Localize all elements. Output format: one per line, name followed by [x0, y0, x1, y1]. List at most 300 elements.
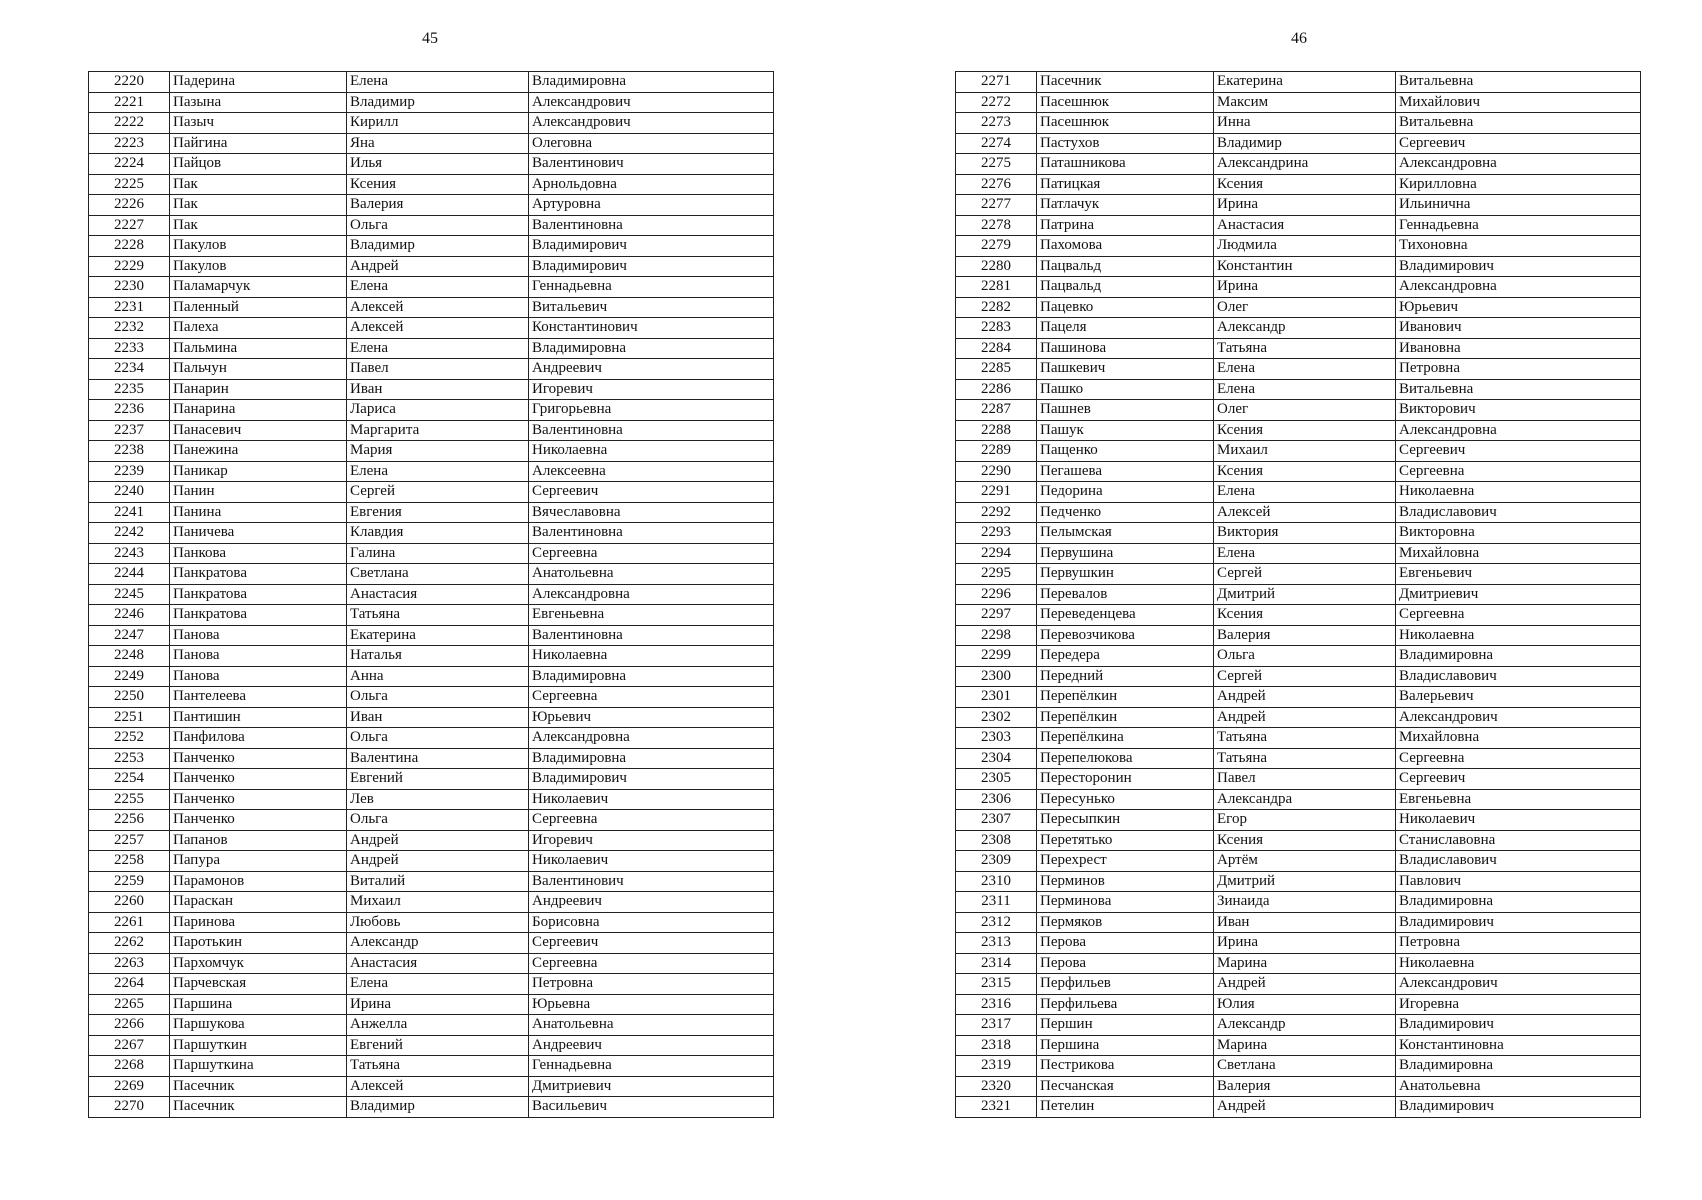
- table-row: [89, 1076, 774, 1097]
- first-name-cell: Анастасия: [347, 584, 529, 605]
- row-number: 2282: [956, 297, 1037, 318]
- surname-cell: Пазына: [170, 92, 347, 113]
- patronymic-cell: Николаевич: [1396, 810, 1641, 831]
- patronymic-cell: Павлович: [1396, 871, 1641, 892]
- surname-cell: Патлачук: [1037, 195, 1214, 216]
- surname-cell: Перетятько: [1037, 830, 1214, 851]
- row-number: 2263: [89, 953, 170, 974]
- first-name-cell: Дмитрий: [1214, 871, 1396, 892]
- table-row: [89, 584, 774, 605]
- patronymic-cell: Арнольдовна: [529, 174, 774, 195]
- first-name-cell: Ксения: [1214, 174, 1396, 195]
- table-row: [89, 666, 774, 687]
- row-number: 2316: [956, 994, 1037, 1015]
- table-row: [956, 338, 1641, 359]
- table-row: [956, 1035, 1641, 1056]
- patronymic-cell: Николаевич: [529, 851, 774, 872]
- row-number: 2259: [89, 871, 170, 892]
- surname-cell: Пальмина: [170, 338, 347, 359]
- patronymic-cell: Григорьевна: [529, 400, 774, 421]
- row-number: 2280: [956, 256, 1037, 277]
- page-number: 45: [422, 30, 438, 47]
- surname-cell: Первушина: [1037, 543, 1214, 564]
- surname-cell: Панова: [170, 666, 347, 687]
- table-row: [956, 810, 1641, 831]
- surname-cell: Пак: [170, 174, 347, 195]
- table-row: [956, 318, 1641, 339]
- row-number: 2247: [89, 625, 170, 646]
- surname-cell: Педченко: [1037, 502, 1214, 523]
- row-number: 2268: [89, 1056, 170, 1077]
- surname-cell: Перепёлкина: [1037, 728, 1214, 749]
- table-row: [89, 810, 774, 831]
- table-row: [89, 892, 774, 913]
- row-number: 2258: [89, 851, 170, 872]
- table-row: [956, 154, 1641, 175]
- table-row: [956, 892, 1641, 913]
- table-row: [956, 543, 1641, 564]
- surname-cell: Паламарчук: [170, 277, 347, 298]
- surname-cell: Панин: [170, 482, 347, 503]
- row-number: 2237: [89, 420, 170, 441]
- table-row: [956, 92, 1641, 113]
- patronymic-cell: Николаевна: [1396, 625, 1641, 646]
- first-name-cell: Ольга: [1214, 646, 1396, 667]
- surname-cell: Пермяков: [1037, 912, 1214, 933]
- patronymic-cell: Николаевна: [529, 646, 774, 667]
- first-name-cell: Сергей: [347, 482, 529, 503]
- surname-cell: Пахомова: [1037, 236, 1214, 257]
- row-number: 2298: [956, 625, 1037, 646]
- first-name-cell: Ксения: [1214, 830, 1396, 851]
- table-row: [89, 769, 774, 790]
- row-number: 2296: [956, 584, 1037, 605]
- first-name-cell: Юлия: [1214, 994, 1396, 1015]
- table-row: [89, 256, 774, 277]
- first-name-cell: Людмила: [1214, 236, 1396, 257]
- patronymic-cell: Владимирович: [529, 236, 774, 257]
- patronymic-cell: Артуровна: [529, 195, 774, 216]
- row-number: 2265: [89, 994, 170, 1015]
- row-number: 2234: [89, 359, 170, 380]
- patronymic-cell: Вячеславовна: [529, 502, 774, 523]
- row-number: 2227: [89, 215, 170, 236]
- row-number: 2230: [89, 277, 170, 298]
- row-number: 2308: [956, 830, 1037, 851]
- surname-cell: Панарина: [170, 400, 347, 421]
- patronymic-cell: Владимировна: [1396, 892, 1641, 913]
- patronymic-cell: Владимирович: [1396, 1097, 1641, 1118]
- table-row: [956, 482, 1641, 503]
- table-row: [956, 666, 1641, 687]
- name-table: [88, 71, 774, 1118]
- surname-cell: Пальчун: [170, 359, 347, 380]
- table-row: [89, 687, 774, 708]
- table-row: [956, 400, 1641, 421]
- first-name-cell: Лариса: [347, 400, 529, 421]
- patronymic-cell: Анатольевна: [1396, 1076, 1641, 1097]
- first-name-cell: Иван: [347, 379, 529, 400]
- patronymic-cell: Андреевич: [529, 892, 774, 913]
- first-name-cell: Мария: [347, 441, 529, 462]
- surname-cell: Перова: [1037, 933, 1214, 954]
- surname-cell: Пантишин: [170, 707, 347, 728]
- first-name-cell: Андрей: [1214, 707, 1396, 728]
- patronymic-cell: Сергеевич: [1396, 769, 1641, 790]
- table-row: [956, 420, 1641, 441]
- surname-cell: Пасечник: [170, 1076, 347, 1097]
- table-row: [956, 1076, 1641, 1097]
- patronymic-cell: Иванович: [1396, 318, 1641, 339]
- surname-cell: Пестрикова: [1037, 1056, 1214, 1077]
- patronymic-cell: Сергеевна: [529, 953, 774, 974]
- patronymic-cell: Владимировна: [529, 72, 774, 93]
- patronymic-cell: Владимирович: [529, 769, 774, 790]
- table-row: [956, 646, 1641, 667]
- table-row: [956, 625, 1641, 646]
- surname-cell: Пасешнюк: [1037, 113, 1214, 134]
- surname-cell: Панова: [170, 646, 347, 667]
- patronymic-cell: Юрьевич: [1396, 297, 1641, 318]
- row-number: 2313: [956, 933, 1037, 954]
- row-number: 2281: [956, 277, 1037, 298]
- patronymic-cell: Игоревич: [529, 379, 774, 400]
- patronymic-cell: Андреевич: [529, 359, 774, 380]
- table-row: [89, 748, 774, 769]
- table-row: [89, 789, 774, 810]
- surname-cell: Пащенко: [1037, 441, 1214, 462]
- table-row: [956, 297, 1641, 318]
- first-name-cell: Михаил: [1214, 441, 1396, 462]
- first-name-cell: Алексей: [1214, 502, 1396, 523]
- first-name-cell: Сергей: [1214, 666, 1396, 687]
- table-row: [89, 215, 774, 236]
- patronymic-cell: Константиновна: [1396, 1035, 1641, 1056]
- surname-cell: Педорина: [1037, 482, 1214, 503]
- table-row: [956, 728, 1641, 749]
- row-number: 2248: [89, 646, 170, 667]
- surname-cell: Пересунько: [1037, 789, 1214, 810]
- first-name-cell: Зинаида: [1214, 892, 1396, 913]
- patronymic-cell: Сергеевич: [1396, 441, 1641, 462]
- row-number: 2294: [956, 543, 1037, 564]
- first-name-cell: Елена: [347, 72, 529, 93]
- first-name-cell: Ирина: [1214, 933, 1396, 954]
- first-name-cell: Александра: [1214, 789, 1396, 810]
- patronymic-cell: Александровна: [1396, 420, 1641, 441]
- surname-cell: Пайцов: [170, 154, 347, 175]
- patronymic-cell: Владимирович: [1396, 912, 1641, 933]
- patronymic-cell: Владимировна: [529, 748, 774, 769]
- surname-cell: Пазыч: [170, 113, 347, 134]
- surname-cell: Пак: [170, 215, 347, 236]
- first-name-cell: Артём: [1214, 851, 1396, 872]
- patronymic-cell: Сергеевич: [529, 933, 774, 954]
- patronymic-cell: Валентинович: [529, 154, 774, 175]
- row-number: 2311: [956, 892, 1037, 913]
- row-number: 2320: [956, 1076, 1037, 1097]
- first-name-cell: Елена: [1214, 359, 1396, 380]
- row-number: 2252: [89, 728, 170, 749]
- first-name-cell: Максим: [1214, 92, 1396, 113]
- surname-cell: Пацеля: [1037, 318, 1214, 339]
- surname-cell: Перфильев: [1037, 974, 1214, 995]
- table-row: [89, 359, 774, 380]
- surname-cell: Панкратова: [170, 605, 347, 626]
- table-row: [956, 789, 1641, 810]
- surname-cell: Патицкая: [1037, 174, 1214, 195]
- first-name-cell: Алексей: [347, 297, 529, 318]
- row-number: 2225: [89, 174, 170, 195]
- patronymic-cell: Сергеевна: [1396, 461, 1641, 482]
- table-row: [89, 605, 774, 626]
- patronymic-cell: Владимировна: [1396, 1056, 1641, 1077]
- first-name-cell: Наталья: [347, 646, 529, 667]
- row-number: 2220: [89, 72, 170, 93]
- row-number: 2274: [956, 133, 1037, 154]
- row-number: 2273: [956, 113, 1037, 134]
- row-number: 2305: [956, 769, 1037, 790]
- first-name-cell: Анастасия: [1214, 215, 1396, 236]
- surname-cell: Падерина: [170, 72, 347, 93]
- table-row: [956, 1015, 1641, 1036]
- table-row: [956, 851, 1641, 872]
- surname-cell: Панченко: [170, 748, 347, 769]
- row-number: 2317: [956, 1015, 1037, 1036]
- surname-cell: Пархомчук: [170, 953, 347, 974]
- table-row: [89, 830, 774, 851]
- table-row: [89, 707, 774, 728]
- first-name-cell: Клавдия: [347, 523, 529, 544]
- table-row: [956, 277, 1641, 298]
- table-row: [89, 236, 774, 257]
- row-number: 2233: [89, 338, 170, 359]
- surname-cell: Панина: [170, 502, 347, 523]
- row-number: 2289: [956, 441, 1037, 462]
- row-number: 2309: [956, 851, 1037, 872]
- row-number: 2261: [89, 912, 170, 933]
- row-number: 2236: [89, 400, 170, 421]
- table-row: [89, 933, 774, 954]
- row-number: 2310: [956, 871, 1037, 892]
- surname-cell: Перепёлкин: [1037, 687, 1214, 708]
- table-row: [956, 605, 1641, 626]
- first-name-cell: Инна: [1214, 113, 1396, 134]
- first-name-cell: Владимир: [347, 1097, 529, 1118]
- table-row: [89, 1015, 774, 1036]
- first-name-cell: Ирина: [1214, 195, 1396, 216]
- row-number: 2262: [89, 933, 170, 954]
- row-number: 2249: [89, 666, 170, 687]
- row-number: 2302: [956, 707, 1037, 728]
- table-row: [956, 584, 1641, 605]
- patronymic-cell: Витальевна: [1396, 113, 1641, 134]
- row-number: 2304: [956, 748, 1037, 769]
- table-row: [89, 72, 774, 93]
- patronymic-cell: Петровна: [1396, 359, 1641, 380]
- patronymic-cell: Петровна: [529, 974, 774, 995]
- table-row: [956, 236, 1641, 257]
- row-number: 2239: [89, 461, 170, 482]
- first-name-cell: Елена: [347, 974, 529, 995]
- surname-cell: Пашнев: [1037, 400, 1214, 421]
- row-number: 2315: [956, 974, 1037, 995]
- table-row: [89, 277, 774, 298]
- first-name-cell: Виктория: [1214, 523, 1396, 544]
- first-name-cell: Михаил: [347, 892, 529, 913]
- row-number: 2275: [956, 154, 1037, 175]
- row-number: 2297: [956, 605, 1037, 626]
- first-name-cell: Константин: [1214, 256, 1396, 277]
- surname-cell: Перова: [1037, 953, 1214, 974]
- patronymic-cell: Владимировна: [529, 338, 774, 359]
- table-row: [956, 195, 1641, 216]
- row-number: 2300: [956, 666, 1037, 687]
- first-name-cell: Ольга: [347, 215, 529, 236]
- table-row: [956, 461, 1641, 482]
- table-row: [89, 974, 774, 995]
- table-row: [89, 625, 774, 646]
- patronymic-cell: Петровна: [1396, 933, 1641, 954]
- first-name-cell: Евгений: [347, 1035, 529, 1056]
- row-number: 2235: [89, 379, 170, 400]
- table-row: [89, 461, 774, 482]
- patronymic-cell: Владимировна: [1396, 646, 1641, 667]
- table-row: [89, 379, 774, 400]
- patronymic-cell: Ивановна: [1396, 338, 1641, 359]
- table-row: [956, 1056, 1641, 1077]
- first-name-cell: Алексей: [347, 318, 529, 339]
- patronymic-cell: Михайлович: [1396, 92, 1641, 113]
- surname-cell: Пасечник: [1037, 72, 1214, 93]
- row-number: 2238: [89, 441, 170, 462]
- surname-cell: Пашинова: [1037, 338, 1214, 359]
- patronymic-cell: Геннадьевна: [529, 1056, 774, 1077]
- table-row: [89, 133, 774, 154]
- row-number: 2312: [956, 912, 1037, 933]
- table-row: [956, 256, 1641, 277]
- table-row: [89, 154, 774, 175]
- patronymic-cell: Игоревич: [529, 830, 774, 851]
- patronymic-cell: Витальевна: [1396, 72, 1641, 93]
- row-number: 2271: [956, 72, 1037, 93]
- surname-cell: Пантелеева: [170, 687, 347, 708]
- surname-cell: Пашкевич: [1037, 359, 1214, 380]
- table-row: [956, 215, 1641, 236]
- patronymic-cell: Владиславович: [1396, 851, 1641, 872]
- row-number: 2299: [956, 646, 1037, 667]
- patronymic-cell: Сергеевич: [529, 482, 774, 503]
- row-number: 2287: [956, 400, 1037, 421]
- table-row: [89, 174, 774, 195]
- surname-cell: Пасечник: [170, 1097, 347, 1118]
- surname-cell: Пак: [170, 195, 347, 216]
- row-number: 2226: [89, 195, 170, 216]
- surname-cell: Палеха: [170, 318, 347, 339]
- first-name-cell: Ксения: [1214, 420, 1396, 441]
- first-name-cell: Анна: [347, 666, 529, 687]
- patronymic-cell: Сергеевна: [529, 687, 774, 708]
- table-row: [956, 441, 1641, 462]
- patronymic-cell: Сергеевич: [1396, 133, 1641, 154]
- surname-cell: Перепелюкова: [1037, 748, 1214, 769]
- first-name-cell: Евгений: [347, 769, 529, 790]
- first-name-cell: Светлана: [1214, 1056, 1396, 1077]
- patronymic-cell: Евгеньевич: [1396, 564, 1641, 585]
- surname-cell: Паротькин: [170, 933, 347, 954]
- surname-cell: Пайгина: [170, 133, 347, 154]
- row-number: 2285: [956, 359, 1037, 380]
- row-number: 2290: [956, 461, 1037, 482]
- row-number: 2293: [956, 523, 1037, 544]
- first-name-cell: Светлана: [347, 564, 529, 585]
- patronymic-cell: Сергеевна: [1396, 748, 1641, 769]
- row-number: 2306: [956, 789, 1037, 810]
- row-number: 2255: [89, 789, 170, 810]
- table-row: [956, 953, 1641, 974]
- first-name-cell: Татьяна: [1214, 338, 1396, 359]
- surname-cell: Парчевская: [170, 974, 347, 995]
- surname-cell: Пересыпкин: [1037, 810, 1214, 831]
- first-name-cell: Дмитрий: [1214, 584, 1396, 605]
- patronymic-cell: Витальевна: [1396, 379, 1641, 400]
- row-number: 2276: [956, 174, 1037, 195]
- table-row: [956, 830, 1641, 851]
- row-number: 2267: [89, 1035, 170, 1056]
- surname-cell: Першин: [1037, 1015, 1214, 1036]
- first-name-cell: Иван: [1214, 912, 1396, 933]
- first-name-cell: Валерия: [1214, 1076, 1396, 1097]
- table-row: [89, 297, 774, 318]
- first-name-cell: Илья: [347, 154, 529, 175]
- row-number: 2266: [89, 1015, 170, 1036]
- first-name-cell: Татьяна: [1214, 748, 1396, 769]
- first-name-cell: Татьяна: [347, 605, 529, 626]
- surname-cell: Пацевко: [1037, 297, 1214, 318]
- row-number: 2314: [956, 953, 1037, 974]
- patronymic-cell: Ильинична: [1396, 195, 1641, 216]
- patronymic-cell: Анатольевна: [529, 564, 774, 585]
- row-number: 2260: [89, 892, 170, 913]
- row-number: 2295: [956, 564, 1037, 585]
- row-number: 2223: [89, 133, 170, 154]
- surname-cell: Пацвальд: [1037, 256, 1214, 277]
- table-row: [956, 133, 1641, 154]
- first-name-cell: Александр: [1214, 318, 1396, 339]
- table-row: [956, 564, 1641, 585]
- first-name-cell: Ирина: [1214, 277, 1396, 298]
- table-row: [956, 72, 1641, 93]
- table-row: [956, 707, 1641, 728]
- patronymic-cell: Сергеевна: [529, 810, 774, 831]
- first-name-cell: Валерия: [347, 195, 529, 216]
- first-name-cell: Ксения: [1214, 461, 1396, 482]
- patronymic-cell: Анатольевна: [529, 1015, 774, 1036]
- row-number: 2246: [89, 605, 170, 626]
- table-row: [956, 1097, 1641, 1118]
- first-name-cell: Андрей: [347, 851, 529, 872]
- table-row: [956, 974, 1641, 995]
- table-row: [89, 441, 774, 462]
- first-name-cell: Галина: [347, 543, 529, 564]
- patronymic-cell: Александровна: [1396, 277, 1641, 298]
- surname-cell: Панченко: [170, 789, 347, 810]
- first-name-cell: Анастасия: [347, 953, 529, 974]
- first-name-cell: Андрей: [1214, 974, 1396, 995]
- surname-cell: Панфилова: [170, 728, 347, 749]
- patronymic-cell: Владимирович: [1396, 1015, 1641, 1036]
- row-number: 2241: [89, 502, 170, 523]
